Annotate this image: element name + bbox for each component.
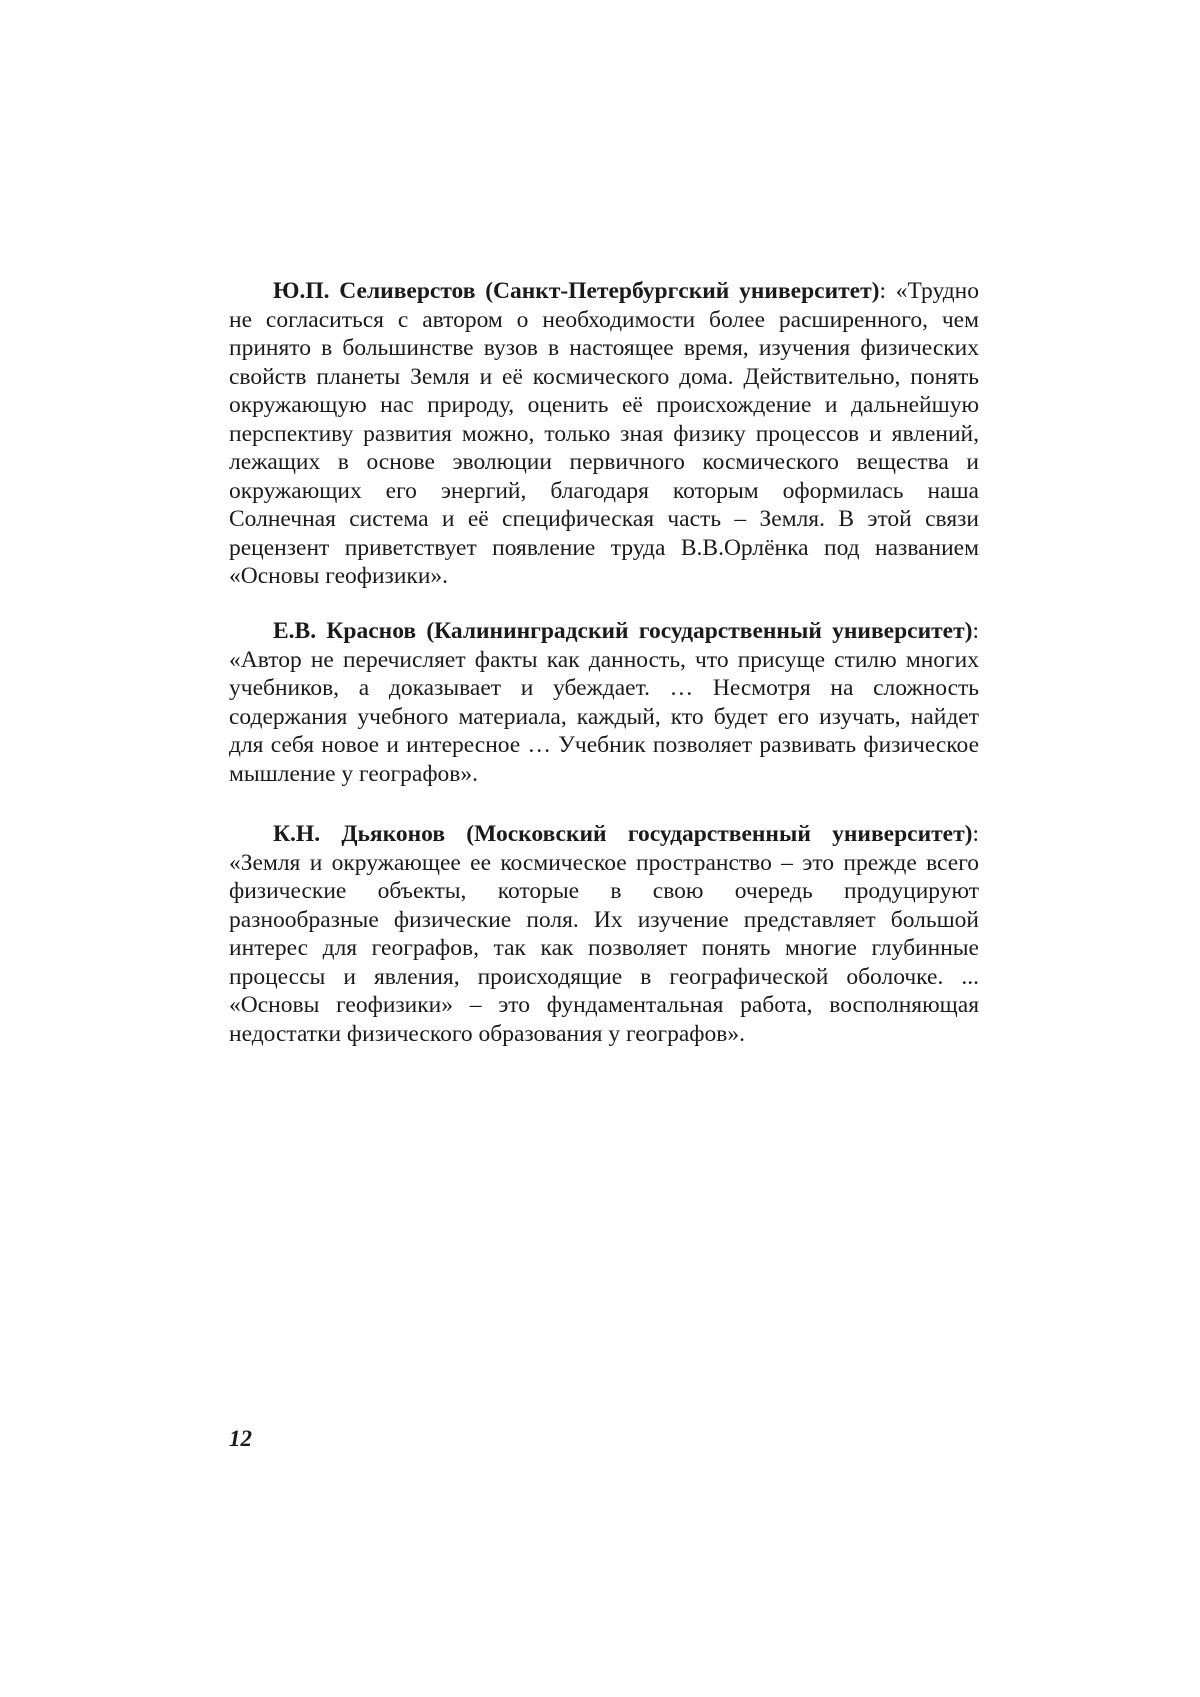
reviewer-name: Е.В. Краснов (Калининградский государственный университет) — [273, 618, 973, 644]
review-paragraph — [229, 617, 979, 788]
review-dyakonov — [229, 820, 979, 1048]
review-paragraph — [229, 820, 979, 1048]
review-seliverstov — [229, 277, 979, 591]
review-krasnov — [229, 617, 979, 788]
reviewer-name: К.Н. Дьяконов (Московский государственный университет) — [273, 821, 973, 847]
review-text: : «Трудно не согласиться с автором о необходимости более расширенного, чем принято в большинстве вузов в настоящее время, изучения физических свойств планеты Земля и её космического дома. Действительно, понять окружающую нас природу, оценить её происхождение и дальнейшую перспективу развития можно, только зная физику процессов и явлений, лежащих в основе эволюции первичного космического вещества и окружающих его энергий, благодаря которым оформилась наша Солнечная система и её специфическая часть – Земля. В этой связи рецензент приветствует появление труда В.В.Орлёнка под названием «Основы геофизики». — [229, 278, 980, 589]
review-text: : «Земля и окружающее ее космическое пространство – это прежде всего физические объекты, которые в свою очередь продуцируют разнообразные физические поля. Их изучение представляет большой интерес для географов, так как позволяет понять многие глубинные процессы и явления, происходящие в географической оболочке. ... «Основы геофизики» – это фундаментальная работа, восполняющая недостатки физического образования у географов». — [229, 821, 979, 1047]
review-paragraph — [229, 277, 979, 591]
review-text: : «Автор не перечисляет факты как данность, что присуще стилю многих учебников, а доказывает и убеждает. … Несмотря на сложность содержания учебного материала, каждый, кто будет его изучать, найдет для себя новое и интересное … Учебник позволяет развивать физическое мышление у географов». — [229, 618, 979, 787]
reviewer-name: Ю.П. Селиверстов (Санкт-Петербургский университет) — [273, 278, 880, 304]
page-number: 12 — [229, 1426, 252, 1451]
